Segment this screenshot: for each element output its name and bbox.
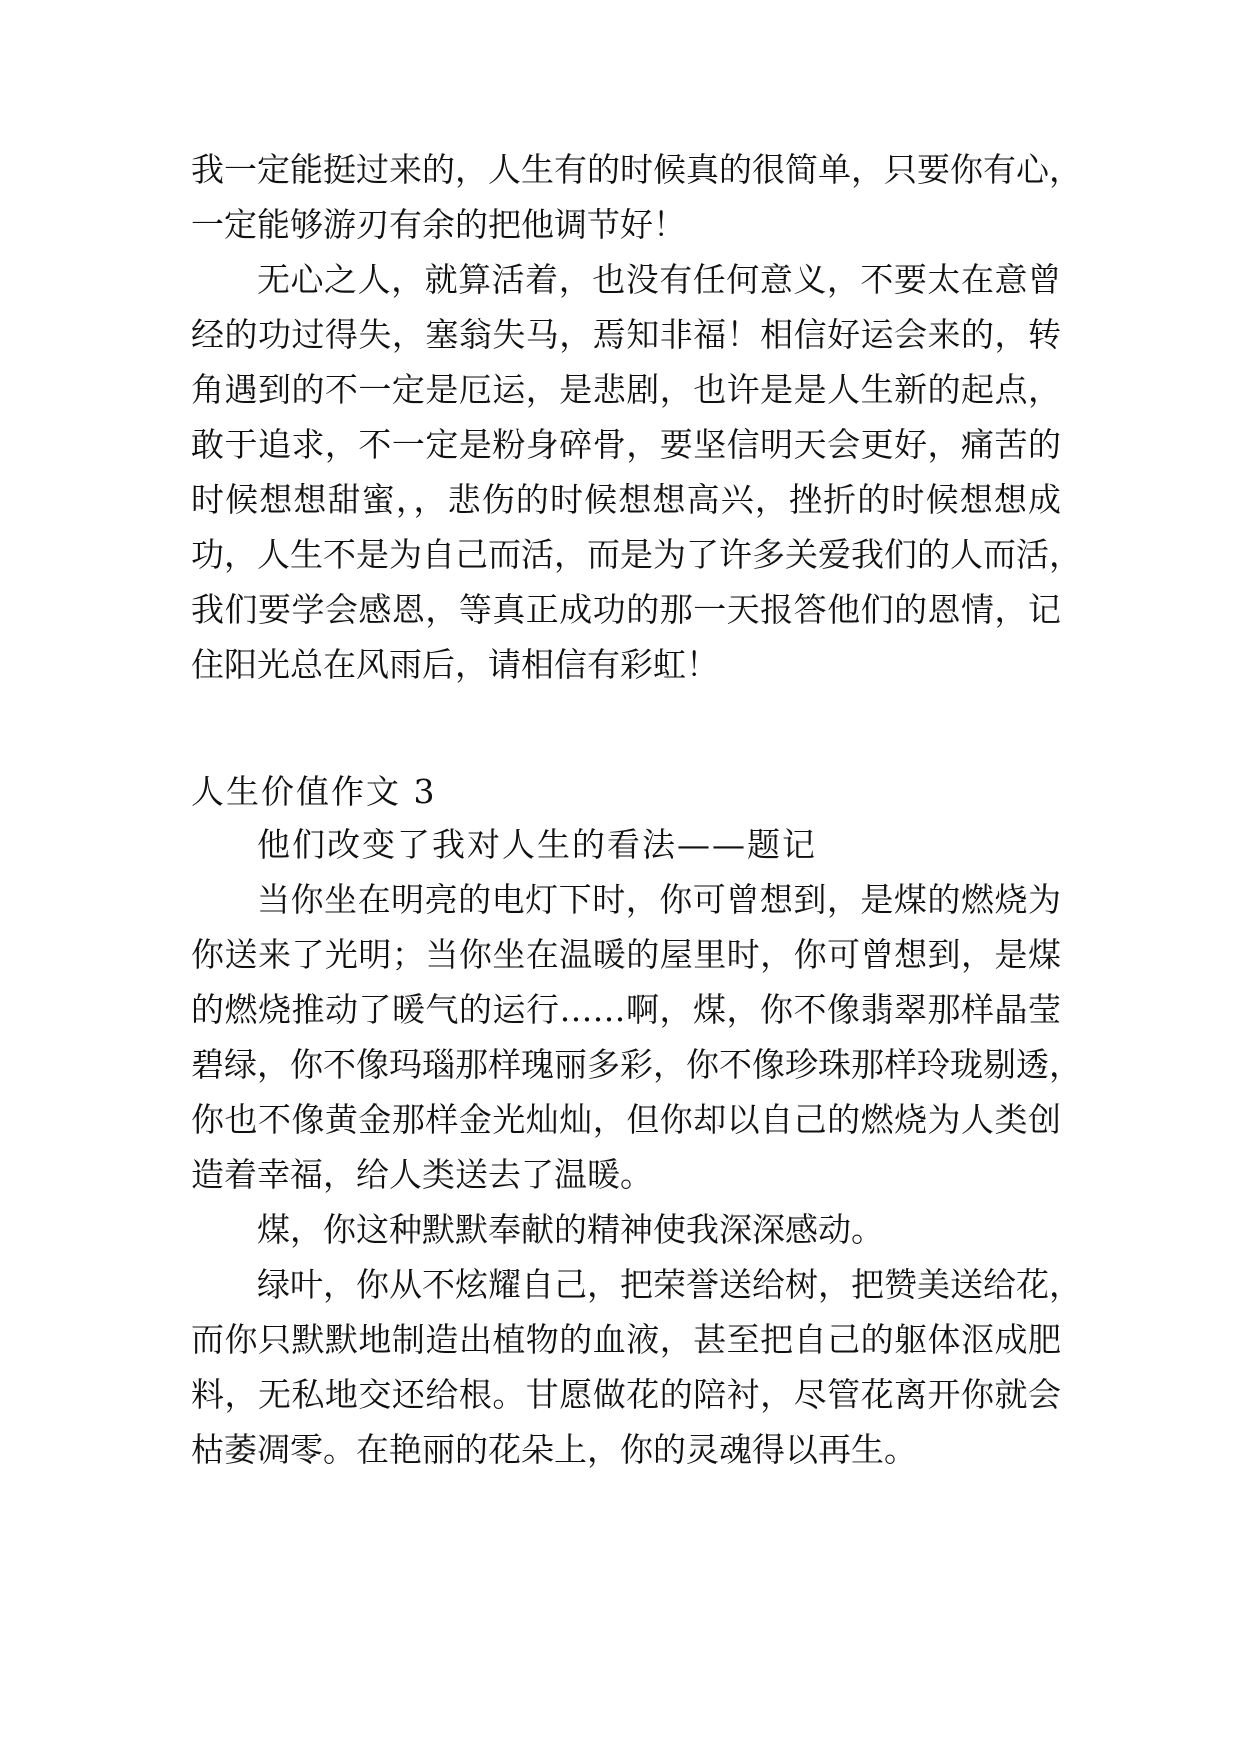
paragraph-line: 角遇到的不一定是厄运，是悲剧，也许是是人生新的起点， — [191, 370, 1061, 409]
paragraph-line: 你送来了光明；当你坐在温暖的屋里时，你可曾想到，是煤 — [191, 935, 1061, 974]
paragraph-line: 经的功过得失，塞翁失马，焉知非福！相信好运会来的，转 — [191, 315, 1061, 354]
essay-subtitle: 他们改变了我对人生的看法——题记 — [257, 825, 817, 864]
paragraph-line: 枯萎凋零。在艳丽的花朵上，你的灵魂得以再生。 — [191, 1430, 917, 1469]
paragraph-line: 绿叶，你从不炫耀自己，把荣誉送给树，把赞美送给花， — [257, 1265, 1082, 1304]
paragraph-line: 煤，你这种默默奉献的精神使我深深感动。 — [257, 1210, 884, 1249]
paragraph-line: 料，无私地交还给根。甘愿做花的陪衬，尽管花离开你就会 — [191, 1375, 1061, 1414]
paragraph-line: 碧绿，你不像玛瑙那样瑰丽多彩，你不像珍珠那样玲珑剔透， — [191, 1045, 1082, 1084]
paragraph-line: 造着幸福，给人类送去了温暖。 — [191, 1155, 653, 1194]
paragraph-line: 功，人生不是为自己而活，而是为了许多关爱我们的人而活， — [191, 535, 1082, 574]
section-title: 人生价值作文 3 — [191, 772, 437, 811]
paragraph-line: 我一定能挺过来的，人生有的时候真的很简单，只要你有心， — [191, 150, 1082, 189]
paragraph-line: 无心之人，就算活着，也没有任何意义，不要太在意曾 — [257, 260, 1061, 299]
paragraph-line: 而你只默默地制造出植物的血液，甚至把自己的躯体沤成肥 — [191, 1320, 1061, 1359]
paragraph-line: 我们要学会感恩，等真正成功的那一天报答他们的恩情，记 — [191, 590, 1061, 629]
paragraph-line: 你也不像黄金那样金光灿灿，但你却以自己的燃烧为人类创 — [191, 1100, 1061, 1139]
paragraph-line: 时候想想甜蜜，，悲伤的时候想想高兴，挫折的时候想想成 — [191, 480, 1061, 519]
paragraph-line: 的燃烧推动了暖气的运行……啊，煤，你不像翡翠那样晶莹 — [191, 990, 1061, 1029]
paragraph-line: 当你坐在明亮的电灯下时，你可曾想到，是煤的燃烧为 — [257, 880, 1061, 919]
paragraph-line: 一定能够游刃有余的把他调节好！ — [191, 205, 686, 244]
paragraph-line: 住阳光总在风雨后，请相信有彩虹！ — [191, 645, 719, 684]
paragraph-line: 敢于追求，不一定是粉身碎骨，要坚信明天会更好，痛苦的 — [191, 425, 1061, 464]
